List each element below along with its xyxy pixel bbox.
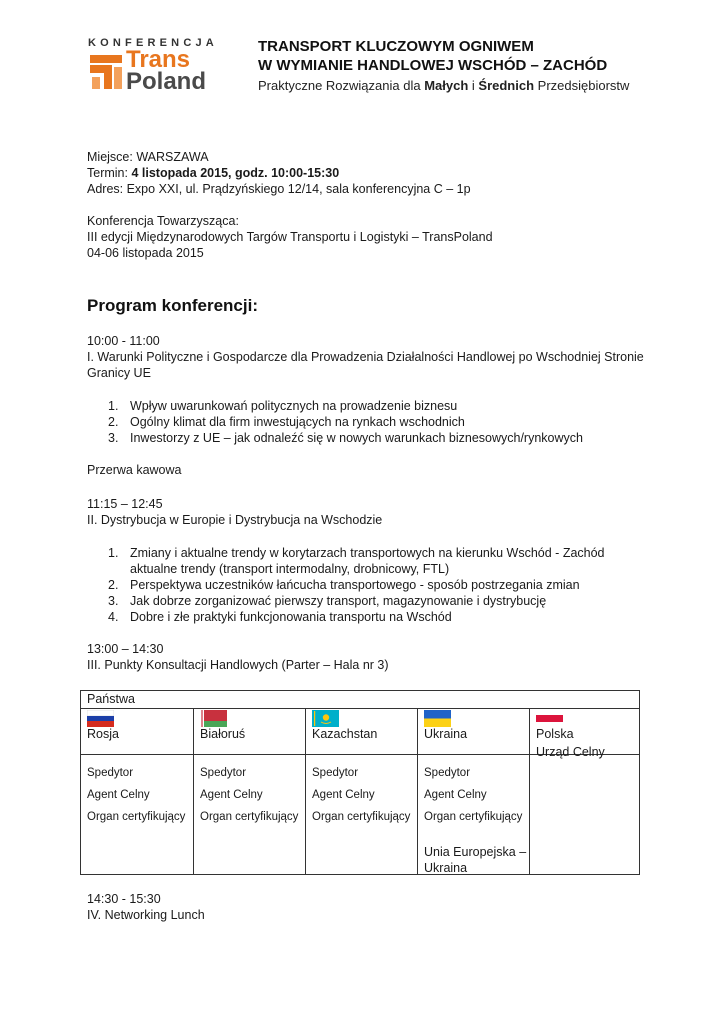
column-polska — [529, 708, 640, 874]
address: Adres: Expo XXI, ul. Prądzyńskiego 12/14, sala konferencyjna C – 1p — [87, 182, 471, 196]
companion-name: III edycji Międzynarodowych Targów Transportu i Logistyki – TransPoland — [87, 230, 493, 244]
place: Miejsce: WARSZAWA — [87, 150, 209, 164]
russia-flag-icon — [87, 710, 114, 727]
row-divider — [418, 754, 530, 755]
term: Termin: 4 listopada 2015, godz. 10:00-15:30 — [87, 166, 340, 180]
session-2-title: II. Dystrybucja w Europie i Dystrybucja na Wschodzie — [87, 513, 383, 527]
table-header: Państwa — [81, 691, 639, 709]
role: Agent Celny — [312, 789, 375, 801]
role: Agent Celny — [87, 789, 150, 801]
session-2-list — [87, 545, 605, 625]
list-item: 4. Dobre i złe praktyki funkcjonowania transportu na Wschód — [108, 610, 452, 624]
country-name: Polska — [536, 727, 574, 741]
role: Spedytor — [87, 767, 134, 779]
list-item: 2. Perspektywa uczestników łańcucha transportowego - sposób postrzegania zmian — [108, 578, 580, 592]
logo-top-text: KONFERENCJA — [88, 37, 218, 49]
subtitle: Praktyczne Rozwiązania dla Małych i Średnich Przedsiębiorstw — [258, 78, 630, 93]
column-bialorus — [193, 708, 306, 874]
country-name: Rosja — [87, 727, 119, 741]
role: Agent Celny — [200, 789, 263, 801]
list-item: 1. Zmiany i aktualne trendy w korytarzach transportowych na kierunku Wschód - Zachód — [108, 546, 605, 560]
poland-role: Urząd Celny — [536, 745, 605, 759]
country-name: Kazachstan — [312, 727, 378, 741]
logo-poland-text: Poland — [126, 68, 207, 95]
list-item: 2. Ogólny klimat dla firm inwestujących na rynkach wschodnich — [108, 415, 465, 429]
role: Spedytor — [312, 767, 359, 779]
belarus-flag-icon — [200, 710, 227, 727]
list-item: 3. Jak dobrze zorganizować pierwszy transport, magazynowanie i dystrybucję — [108, 594, 547, 608]
session-4-title: IV. Networking Lunch — [87, 908, 205, 922]
role: Spedytor — [200, 767, 247, 779]
role-extra: Unia Europejska – — [424, 845, 527, 859]
session-3-title: III. Punkty Konsultacji Handlowych (Parter – Hala nr 3) — [87, 658, 389, 672]
column-kazachstan — [305, 708, 418, 874]
role: Agent Celny — [424, 789, 487, 801]
role: Spedytor — [424, 767, 471, 779]
column-rosja — [81, 708, 193, 874]
role: Organ certyfikujący — [200, 811, 299, 823]
session-1-title-cont: Granicy UE — [87, 366, 151, 380]
title-line-2: W WYMIANIE HANDLOWEJ WSCHÓD – ZACHÓD — [258, 57, 608, 74]
list-item: aktualne trendy (transport intermodalny, drobnicowy, FTL) — [130, 562, 450, 576]
coffee-break: Przerwa kawowa — [87, 463, 182, 477]
logo-bars-icon — [88, 53, 124, 91]
role-extra-cont: Ukraina — [424, 861, 468, 875]
country-name: Ukraina — [424, 727, 468, 741]
row-divider — [81, 754, 193, 755]
country-name: Białoruś — [200, 727, 246, 741]
session-1-list — [87, 398, 583, 446]
kazakhstan-flag-icon — [312, 710, 339, 727]
session-3-time: 13:00 – 14:30 — [87, 642, 164, 656]
session-1-title: I. Warunki Polityczne i Gospodarcze dla Prowadzenia Działalności Handlowej po Wschodniej Stronie — [87, 350, 644, 364]
session-4-time: 14:30 - 15:30 — [87, 892, 161, 906]
role: Organ certyfikujący — [312, 811, 411, 823]
row-divider — [306, 754, 418, 755]
role: Organ certyfikujący — [424, 811, 523, 823]
session-1-time: 10:00 - 11:00 — [87, 334, 160, 348]
consultation-table — [80, 690, 640, 875]
companion-dates: 04-06 listopada 2015 — [87, 246, 204, 260]
program-heading: Program konferencji: — [87, 296, 258, 315]
companion-label: Konferencja Towarzysząca: — [87, 214, 239, 228]
row-divider — [194, 754, 306, 755]
role: Organ certyfikujący — [87, 811, 186, 823]
logo-trans-text: Trans — [126, 46, 191, 73]
list-item: 3. Inwestorzy z UE – jak odnaleźć się w nowych warunkach biznesowych/rynkowych — [108, 431, 583, 445]
column-ukraina — [417, 708, 530, 874]
session-2-time: 11:15 – 12:45 — [87, 497, 163, 511]
list-item: 1. Wpływ uwarunkowań politycznych na prowadzenie biznesu — [108, 399, 458, 413]
title-line-1: TRANSPORT KLUCZOWYM OGNIWEM — [258, 38, 534, 55]
ukraine-flag-icon — [424, 710, 451, 727]
